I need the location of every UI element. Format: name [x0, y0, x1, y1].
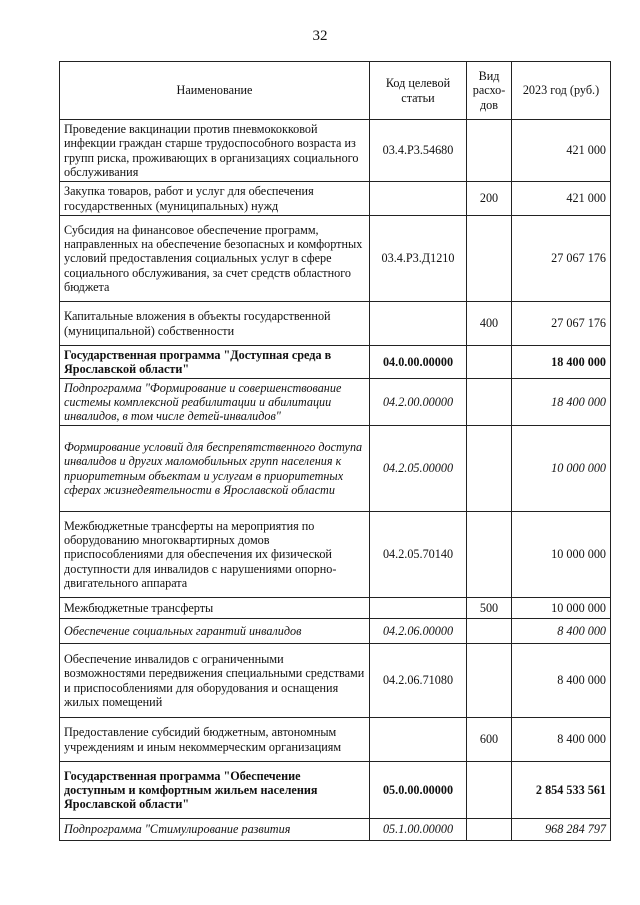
row-kind — [467, 426, 512, 512]
table-header-row — [60, 62, 611, 120]
row-amount: 10 000 000 — [512, 426, 611, 512]
row-code: 04.2.05.00000 — [370, 426, 467, 512]
row-code: 05.0.00.00000 — [370, 762, 467, 819]
row-amount: 8 400 000 — [512, 718, 611, 762]
row-name: Подпрограмма "Стимулирование развития — [60, 819, 370, 841]
row-kind — [467, 379, 512, 426]
row-name: Предоставление субсидий бюджетным, автономным учреждениям и иным некоммерческим организациям — [60, 718, 370, 762]
row-kind — [467, 216, 512, 302]
row-code: 04.2.06.00000 — [370, 619, 467, 644]
budget-table — [59, 61, 611, 841]
row-code: 03.4.Р3.54680 — [370, 120, 467, 182]
row-name: Закупка товаров, работ и услуг для обеспечения государственных (муниципальных) нужд — [60, 182, 370, 216]
row-kind — [467, 512, 512, 598]
table-body — [60, 120, 611, 841]
row-code — [370, 302, 467, 346]
row-name: Обеспечение инвалидов с ограниченными возможностями передвижения специальными средствами и приспособлениями для оборудования и оснащения жилых помещений — [60, 644, 370, 718]
table-row — [60, 216, 611, 302]
row-code — [370, 182, 467, 216]
table-row — [60, 426, 611, 512]
table-row — [60, 598, 611, 619]
row-name: Формирование условий для беспрепятственного доступа инвалидов и других маломобильных групп населения к приоритетным объектам и услугам в приоритетных сферах жизнедеятельности в Ярославской области — [60, 426, 370, 512]
row-amount: 8 400 000 — [512, 619, 611, 644]
row-name: Капитальные вложения в объекты государственной (муниципальной) собственности — [60, 302, 370, 346]
row-code: 04.2.00.00000 — [370, 379, 467, 426]
row-amount: 27 067 176 — [512, 302, 611, 346]
row-amount: 18 400 000 — [512, 379, 611, 426]
row-amount: 18 400 000 — [512, 346, 611, 379]
table-row — [60, 120, 611, 182]
header-name: Наименование — [60, 62, 370, 120]
row-amount: 968 284 797 — [512, 819, 611, 841]
row-kind: 200 — [467, 182, 512, 216]
row-kind — [467, 619, 512, 644]
table-row — [60, 644, 611, 718]
table-row — [60, 379, 611, 426]
row-amount: 10 000 000 — [512, 598, 611, 619]
header-kind: Вид расхо-дов — [467, 62, 512, 120]
row-amount: 27 067 176 — [512, 216, 611, 302]
row-name: Проведение вакцинации против пневмококковой инфекции граждан старше трудоспособного возраста из групп риска, проживающих в организациях социального обслуживания — [60, 120, 370, 182]
row-name: Государственная программа "Обеспечение доступным и комфортным жильем населения Ярославской области" — [60, 762, 370, 819]
row-name: Подпрограмма "Формирование и совершенствование системы комплексной реабилитации и абилитации инвалидов, в том числе детей-инвалидов" — [60, 379, 370, 426]
row-kind — [467, 346, 512, 379]
row-name: Межбюджетные трансферты на мероприятия по оборудованию многоквартирных домов приспособлениями для обеспечения их физической доступности для инвалидов с нарушениями опорно-двигательного аппарата — [60, 512, 370, 598]
table-row — [60, 718, 611, 762]
row-code: 04.0.00.00000 — [370, 346, 467, 379]
row-name: Обеспечение социальных гарантий инвалидов — [60, 619, 370, 644]
row-name: Государственная программа "Доступная среда в Ярославской области" — [60, 346, 370, 379]
row-code: 04.2.06.71080 — [370, 644, 467, 718]
table-row — [60, 619, 611, 644]
table-row — [60, 182, 611, 216]
table-row — [60, 819, 611, 841]
row-amount: 10 000 000 — [512, 512, 611, 598]
row-kind: 500 — [467, 598, 512, 619]
row-code: 04.2.05.70140 — [370, 512, 467, 598]
row-kind: 400 — [467, 302, 512, 346]
row-amount: 8 400 000 — [512, 644, 611, 718]
row-name: Субсидия на финансовое обеспечение программ, направленных на обеспечение безопасных и комфортных условий предоставления социальных услуг в сфере социального обслуживания, за счет средств областного бюджета — [60, 216, 370, 302]
row-name: Межбюджетные трансферты — [60, 598, 370, 619]
row-kind — [467, 762, 512, 819]
row-amount: 421 000 — [512, 182, 611, 216]
row-code — [370, 718, 467, 762]
row-code: 03.4.Р3.Д1210 — [370, 216, 467, 302]
row-amount: 421 000 — [512, 120, 611, 182]
row-kind: 600 — [467, 718, 512, 762]
row-code — [370, 598, 467, 619]
table-row — [60, 512, 611, 598]
header-amount: 2023 год (руб.) — [512, 62, 611, 120]
row-kind — [467, 120, 512, 182]
table-row — [60, 302, 611, 346]
row-amount: 2 854 533 561 — [512, 762, 611, 819]
row-kind — [467, 819, 512, 841]
page-number: 32 — [312, 28, 328, 44]
table-row — [60, 346, 611, 379]
table-row — [60, 762, 611, 819]
header-code: Код целевой статьи — [370, 62, 467, 120]
row-code: 05.1.00.00000 — [370, 819, 467, 841]
row-kind — [467, 644, 512, 718]
